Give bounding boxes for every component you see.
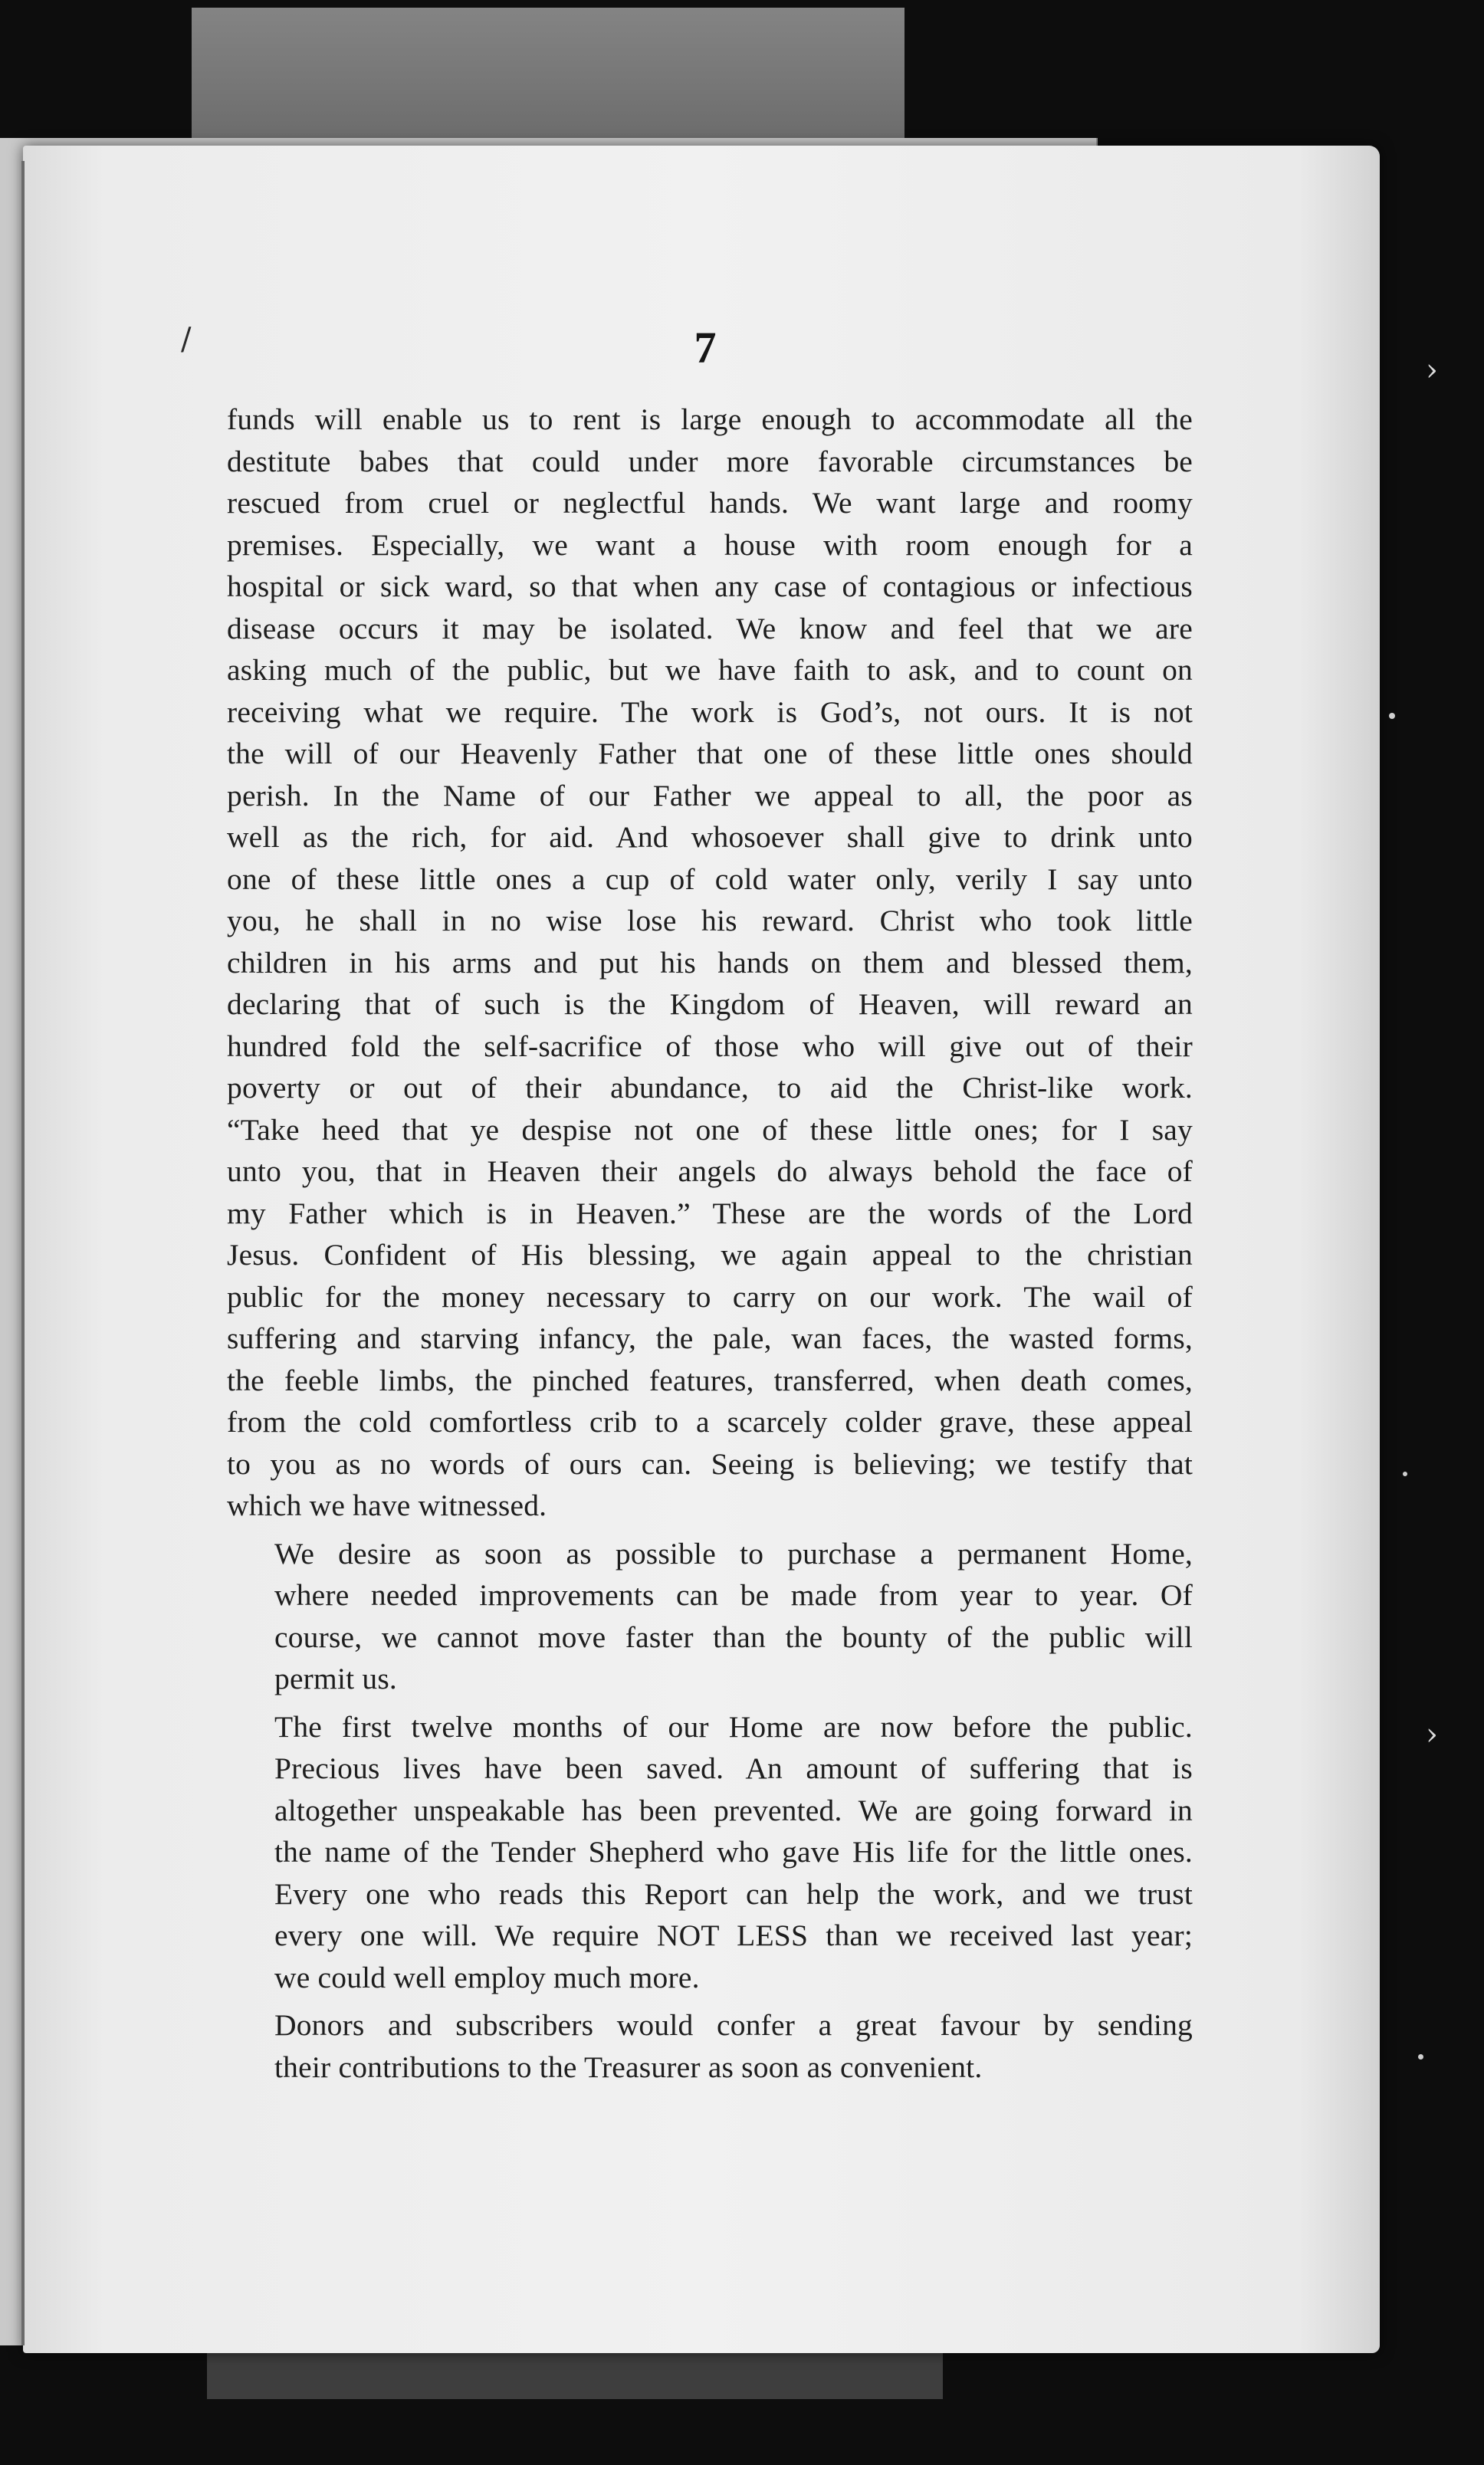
text-line: perish. In the Name of our Father we appeal to all, the poor as (227, 778, 1193, 812)
text-line: children in his arms and put his hands on them and blessed them, (227, 945, 1193, 980)
text-line: unto you, that in Heaven their angels do always behold the face of (227, 1154, 1193, 1188)
text-line: hundred fold the self-sacrifice of those who will give out of their (227, 1029, 1193, 1063)
paragraph-1 (227, 399, 1193, 1527)
text-line: which we have witnessed. (227, 1489, 547, 1522)
text-line: asking much of the public, but we have faith to ask, and to count on (227, 653, 1193, 687)
text-line: funds will enable us to rent is large enough to accommodate all the (227, 402, 1193, 436)
paragraph-2 (227, 1533, 1193, 1700)
text-line: the will of our Heavenly Father that one of these little ones should (227, 737, 1193, 770)
text-line: poverty or out of their abundance, to aid the Christ-like work. (227, 1071, 1193, 1104)
paragraph-3 (227, 1706, 1193, 1999)
text-line: destitute babes that could under more favorable circumstances be (227, 444, 1193, 478)
text-line: Precious lives have been saved. An amount of suffering that is (274, 1751, 1193, 1785)
text-line: my Father which is in Heaven.” These are the words of the Lord (227, 1196, 1193, 1230)
text-line: course, we cannot move faster than the bounty of the public will (274, 1620, 1193, 1654)
page-number: 7 (694, 323, 717, 373)
text-line: rescued from cruel or neglectful hands. We want large and roomy (227, 486, 1193, 520)
text-line: Every one who reads this Report can help the work, and we trust (274, 1876, 1193, 1911)
text-line: every one will. We require NOT LESS than we received last year; (274, 1918, 1193, 1952)
text-line: hospital or sick ward, so that when any case of contagious or infectious (227, 569, 1193, 603)
text-line: permit us. (274, 1662, 397, 1695)
text-line: suffering and starving infancy, the pale, wan faces, the wasted forms, (227, 1321, 1193, 1355)
dust-speck (1389, 713, 1395, 719)
text-line: Jesus. Confident of His blessing, we again appeal to the christian (227, 1238, 1193, 1272)
text-line: well as the rich, for aid. And whosoever shall give to drink unto (227, 820, 1193, 854)
stray-mark: › (1426, 1717, 1438, 1752)
text-line: their contributions to the Treasurer as soon as convenient. (274, 2050, 983, 2084)
page-binding-edge (21, 161, 25, 2345)
text-line: Donors and subscribers would confer a great favour by sending (274, 2008, 1193, 2042)
paragraph-4 (227, 2004, 1193, 2088)
text-line: The first twelve months of our Home are now before the public. (274, 1709, 1193, 1744)
text-line: public for the money necessary to carry on our work. The wail of (227, 1279, 1193, 1314)
text-line: We desire as soon as possible to purchase a permanent Home, (274, 1536, 1193, 1571)
text-line: disease occurs it may be isolated. We know and feel that we are (227, 611, 1193, 645)
text-line: the name of the Tender Shepherd who gave His life for the little ones. (274, 1835, 1193, 1869)
dust-speck (1418, 2054, 1423, 2060)
dust-speck (1403, 1472, 1407, 1476)
text-line: altogether unspeakable has been prevented. We are going forward in (274, 1793, 1193, 1827)
text-line: “Take heed that ye despise not one of these little ones; for I say (227, 1112, 1193, 1147)
body-text (227, 399, 1193, 2094)
stray-mark: / (181, 322, 192, 357)
text-line: declaring that of such is the Kingdom of Heaven, will reward an (227, 987, 1193, 1021)
text-line: the feeble limbs, the pinched features, transferred, when death comes, (227, 1363, 1193, 1397)
text-line: receiving what we require. The work is God’s, not ours. It is not (227, 694, 1193, 729)
text-line: one of these little ones a cup of cold water only, verily I say unto (227, 862, 1193, 896)
text-line: premises. Especially, we want a house with room enough for a (227, 527, 1193, 562)
text-line: where needed improvements can be made from year to year. Of (274, 1578, 1193, 1612)
stray-mark: › (1426, 353, 1438, 388)
tape-strip-top (192, 8, 905, 153)
text-line: from the cold comfortless crib to a scarcely colder grave, these appeal (227, 1405, 1193, 1439)
text-line: we could well employ much more. (274, 1960, 700, 1994)
text-line: to you as no words of ours can. Seeing is believing; we testify that (227, 1446, 1193, 1481)
text-line: you, he shall in no wise lose his reward. Christ who took little (227, 904, 1193, 937)
